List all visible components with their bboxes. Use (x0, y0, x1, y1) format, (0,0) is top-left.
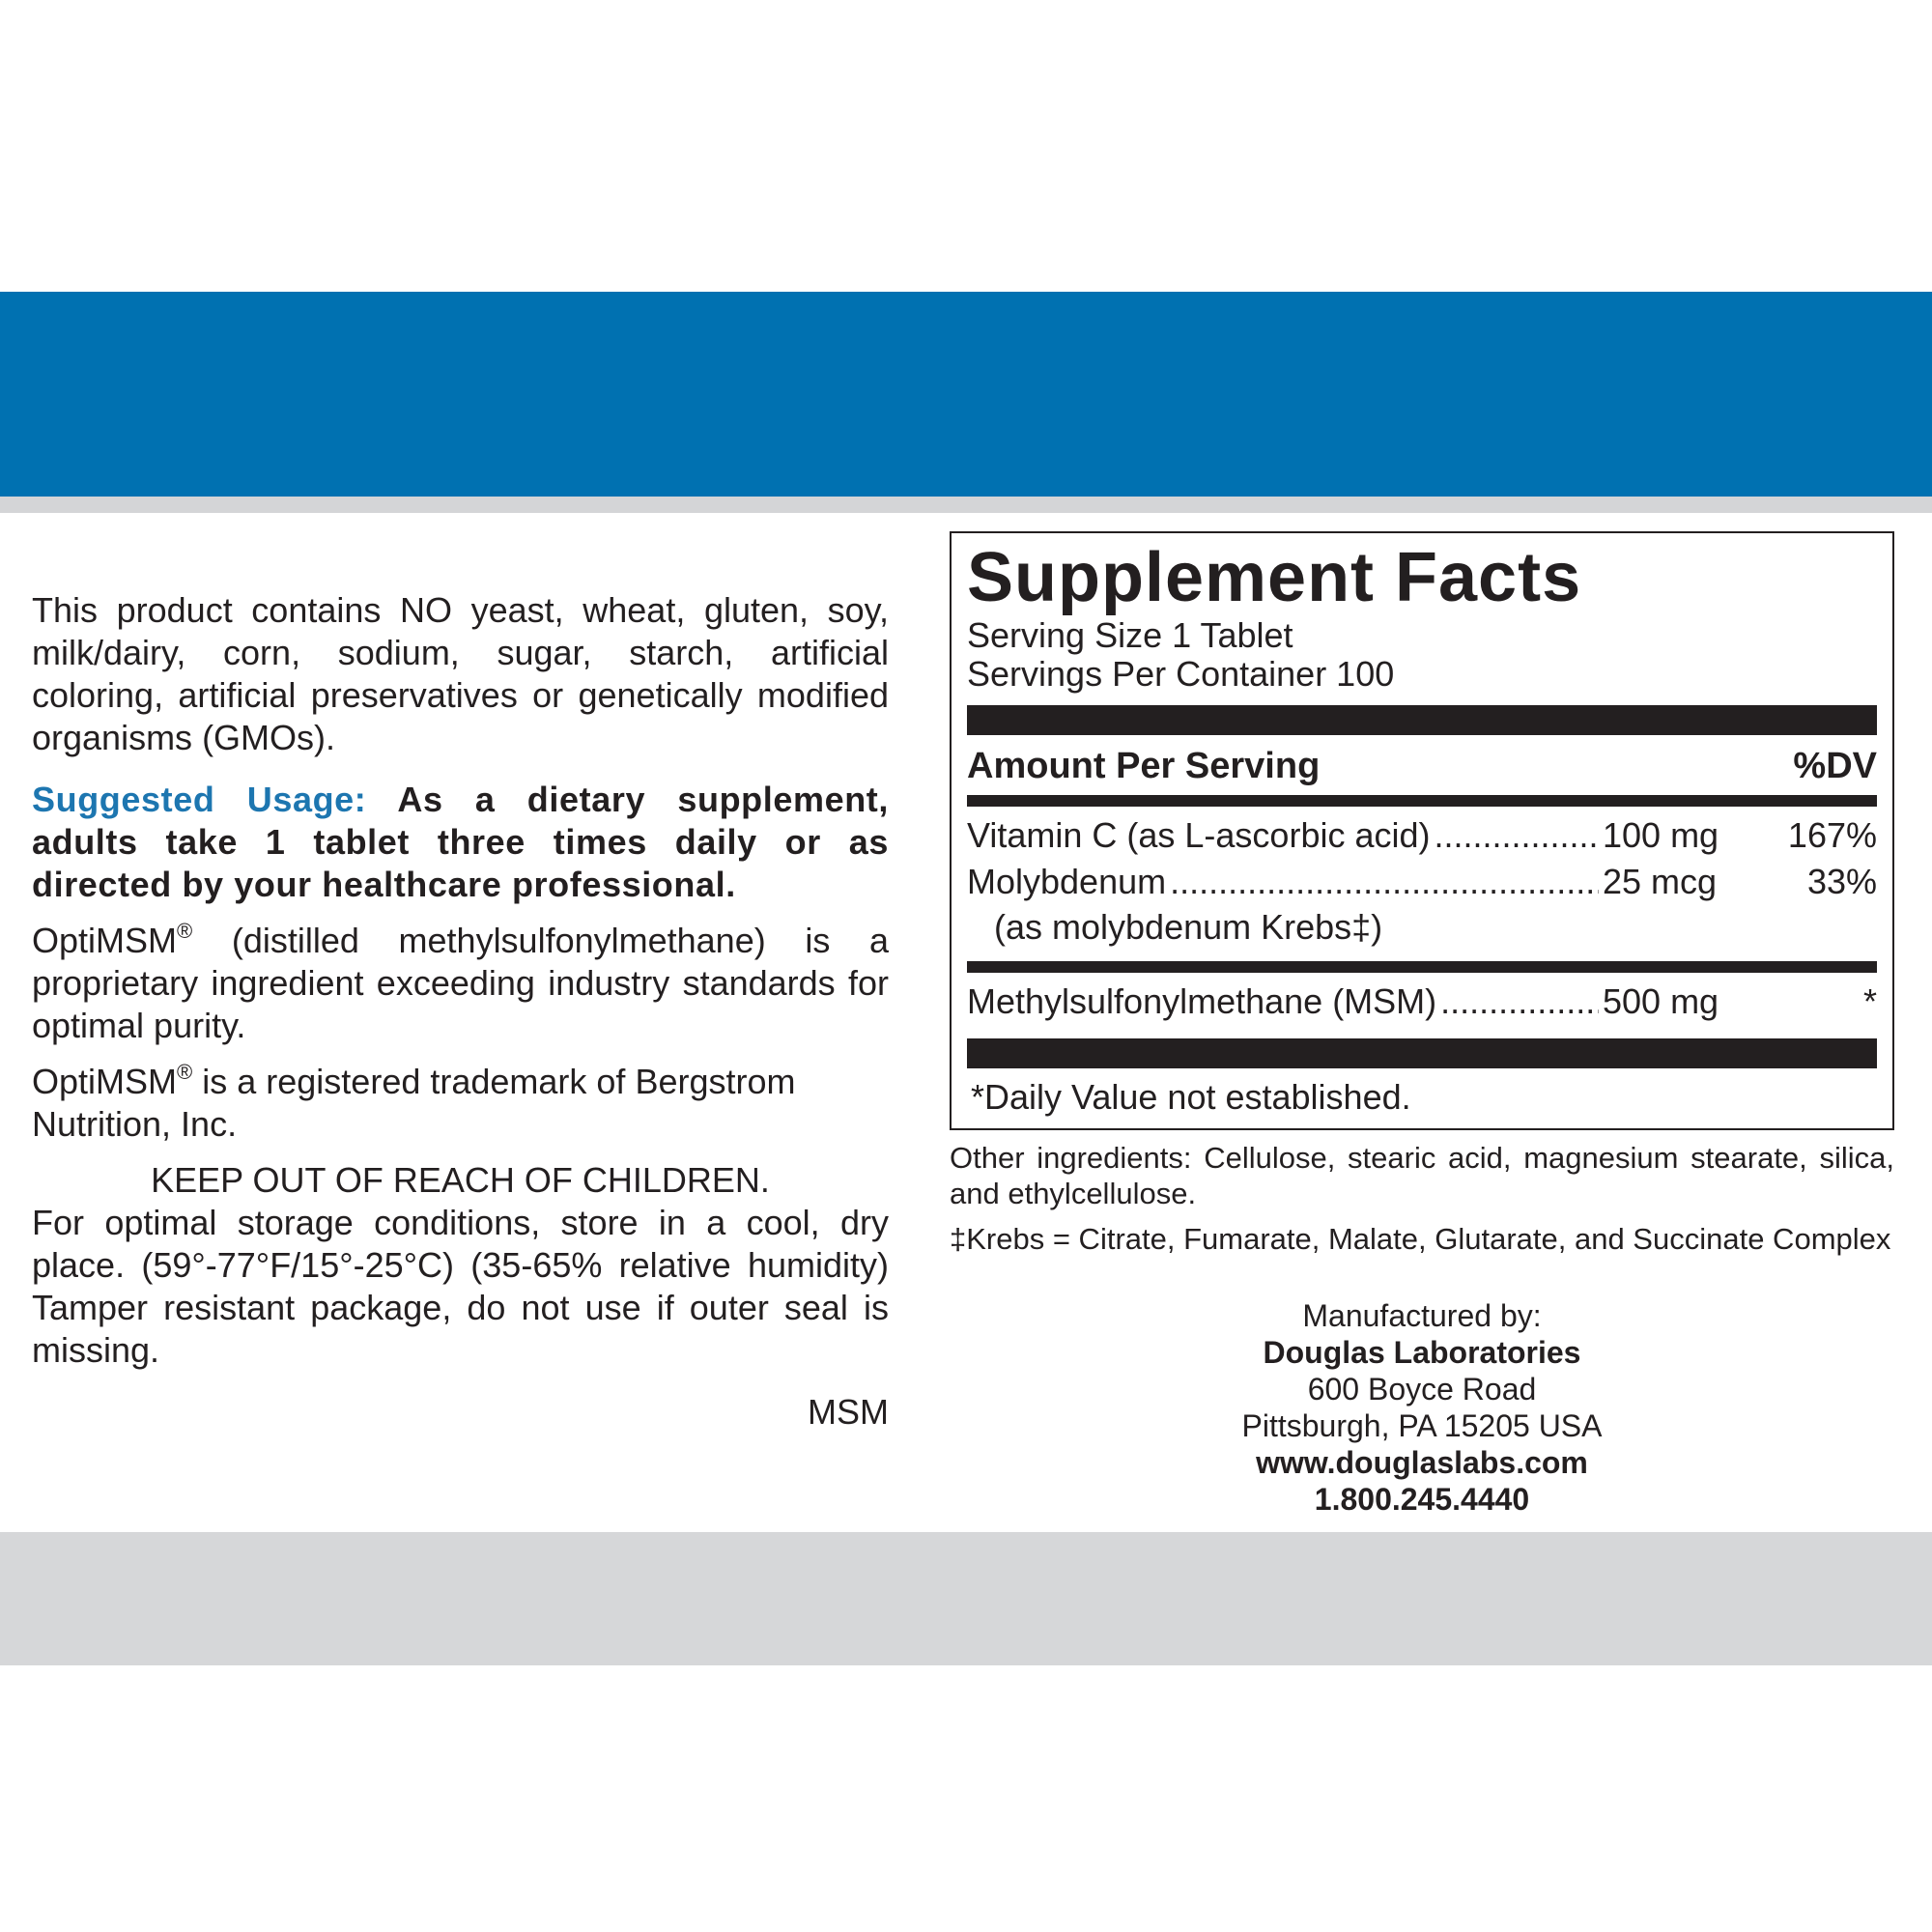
registered-mark: ® (177, 919, 193, 943)
dot-leader (1440, 979, 1599, 1025)
nutrient-dv: * (1862, 981, 1877, 1021)
nutrient-amount: 25 mcg (1603, 862, 1718, 901)
manufacturer-name: Douglas Laboratories (1263, 1335, 1581, 1370)
nutrient-name: Molybdenum (967, 862, 1167, 901)
manufactured-by-label: Manufactured by: (1302, 1298, 1542, 1333)
product-code: MSM (808, 1392, 889, 1432)
nutrient-amount: 100 mg (1603, 815, 1719, 855)
suggested-usage-heading: Suggested Usage: (32, 780, 367, 819)
keep-out-warning: KEEP OUT OF REACH OF CHILDREN. (151, 1160, 770, 1200)
nutrient-row (967, 859, 1877, 905)
trademark-text: is a registered trademark of Bergstrom Nutrition, Inc. (32, 1062, 796, 1144)
storage-instructions: For optimal storage conditions, store in a cool, dry place. (59°-77°F/15°-25°C) (35-65% relative humidity) Tamper resistant package, do not use if outer seal is missing. (32, 1203, 889, 1370)
manufacturer-website: www.douglaslabs.com (1256, 1445, 1588, 1480)
manufacturer-address-line2: Pittsburgh, PA 15205 USA (1241, 1408, 1603, 1443)
left-column (32, 589, 889, 1434)
footer-gray-band (0, 1532, 1932, 1665)
allergen-statement: This product contains NO yeast, wheat, gluten, soy, milk/dairy, corn, sodium, sugar, starch, artificial coloring, artificial preservatives or genetically modified organisms (GMOs). (32, 590, 889, 757)
optimsm-desc-text: (distilled methylsulfonylmethane) is a proprietary ingredient exceeding industry standards for optimal purity. (32, 921, 889, 1045)
other-ingredients: Other ingredients: Cellulose, stearic acid, magnesium stearate, silica, and ethylcellulose. (950, 1141, 1894, 1210)
amount-header-row (967, 743, 1877, 789)
amount-header: Amount Per Serving (967, 746, 1321, 786)
dot-leader (1170, 859, 1599, 905)
manufacturer-phone: 1.800.245.4440 (1314, 1482, 1530, 1517)
trademark-statement (32, 1061, 889, 1146)
optimsm-name-2: OptiMSM (32, 1062, 178, 1101)
manufacturer-address-line1: 600 Boyce Road (1307, 1372, 1537, 1406)
optimsm-description (32, 920, 889, 1047)
daily-value-note: *Daily Value not established. (971, 1077, 1411, 1117)
header-gray-strip (0, 497, 1932, 513)
nutrient-row (967, 812, 1877, 859)
facts-divider-thick (967, 705, 1877, 735)
supplement-facts-panel (950, 531, 1894, 1130)
manufacturer-block (950, 1297, 1894, 1518)
nutrient-name: Vitamin C (as L-ascorbic acid) (967, 815, 1431, 855)
nutrient-subtext: (as molybdenum Krebs‡) (994, 907, 1383, 947)
suggested-usage-text: As a dietary supplement, adults take 1 tablet three times daily or as directed by your healthcare professional. (32, 780, 889, 904)
servings-per-container: Servings Per Container 100 (967, 654, 1395, 694)
facts-divider-medium-2 (967, 961, 1877, 973)
serving-size: Serving Size 1 Tablet (967, 615, 1293, 655)
nutrient-dv: 33% (1806, 862, 1877, 901)
registered-mark-2: ® (177, 1060, 193, 1084)
header-blue-band (0, 292, 1932, 497)
facts-divider-medium (967, 795, 1877, 807)
nutrient-amount: 500 mg (1603, 981, 1719, 1021)
nutrient-dv: 167% (1787, 815, 1877, 855)
suggested-usage (32, 779, 889, 906)
krebs-note: ‡Krebs = Citrate, Fumarate, Malate, Glutarate, and Succinate Complex (950, 1222, 1891, 1256)
dot-leader (1435, 812, 1600, 859)
facts-divider-thick-2 (967, 1038, 1877, 1068)
facts-title: Supplement Facts (967, 539, 1582, 616)
nutrient-row (967, 979, 1877, 1025)
nutrient-name: Methylsulfonylmethane (MSM) (967, 981, 1437, 1021)
other-ingredients-block (950, 1140, 1894, 1266)
dv-header: %DV (1793, 746, 1877, 786)
optimsm-name: OptiMSM (32, 921, 178, 960)
